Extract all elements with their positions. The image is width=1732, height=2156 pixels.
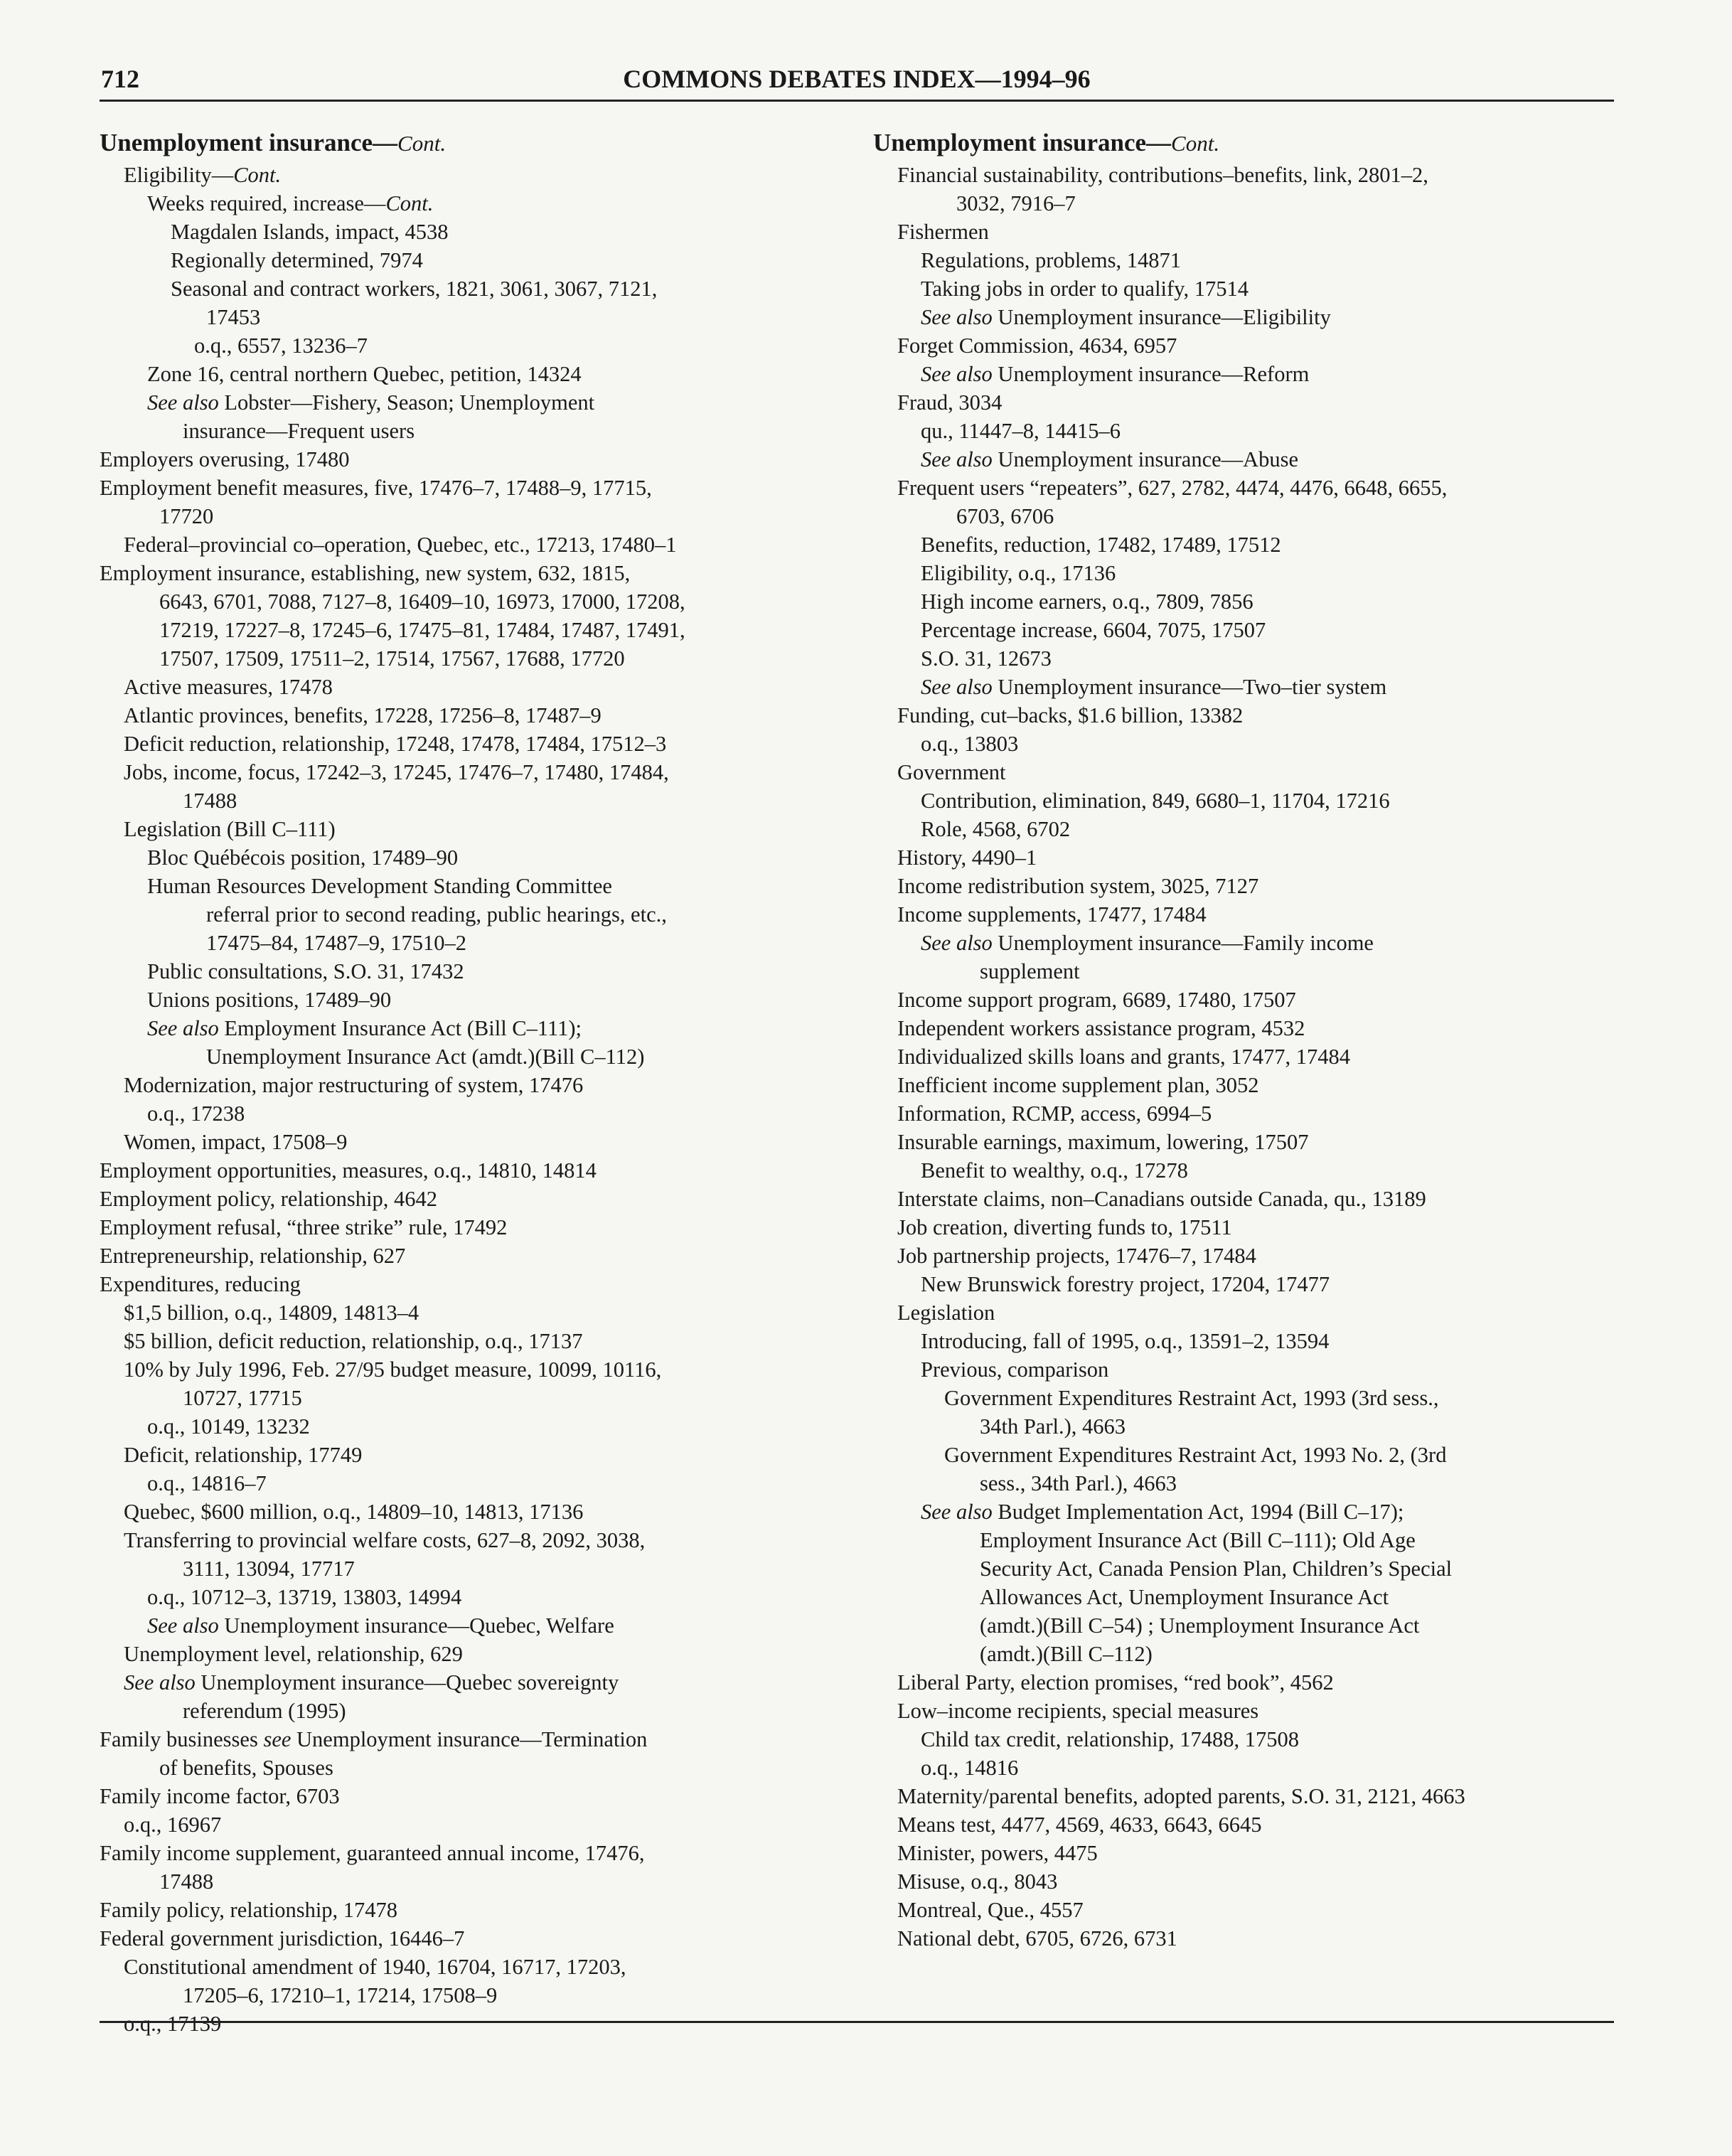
column-heading: Unemployment insurance—Cont. — [873, 129, 1220, 156]
index-entry: Taking jobs in order to qualify, 17514 — [921, 277, 1249, 301]
cross-reference: See also Employment Insurance Act (Bill C–111); — [147, 1016, 582, 1040]
index-entry: Unions positions, 17489–90 — [147, 988, 392, 1012]
index-entry: Interstate claims, non–Canadians outside Canada, qu., 13189 — [897, 1187, 1426, 1211]
index-entry: Financial sustainability, contributions–benefits, link, 2801–2, — [897, 163, 1428, 187]
index-entry-continued: referendum (1995) — [183, 1699, 346, 1723]
index-entry: Funding, cut–backs, $1.6 billion, 13382 — [897, 703, 1244, 727]
index-entry: o.q., 6557, 13236–7 — [194, 333, 368, 358]
index-entry: o.q., 14816 — [921, 1756, 1019, 1780]
index-entry: Expenditures, reducing — [100, 1272, 301, 1296]
index-entry: Maternity/parental benefits, adopted parents, S.O. 31, 2121, 4663 — [897, 1784, 1465, 1808]
index-entry: Employment policy, relationship, 4642 — [100, 1187, 437, 1211]
index-entry: Contribution, elimination, 849, 6680–1, 11704, 17216 — [921, 789, 1390, 813]
index-entry: o.q., 17238 — [147, 1101, 245, 1126]
index-entry-continued: 17488 — [183, 789, 237, 813]
index-entry: Quebec, $600 million, o.q., 14809–10, 14813, 17136 — [124, 1500, 584, 1524]
index-entry: Regionally determined, 7974 — [171, 248, 423, 272]
index-entry: Women, impact, 17508–9 — [124, 1130, 348, 1154]
index-entry: $1,5 billion, o.q., 14809, 14813–4 — [124, 1301, 419, 1325]
index-entry: $5 billion, deficit reduction, relationship, o.q., 17137 — [124, 1329, 583, 1353]
index-entry: o.q., 10712–3, 13719, 13803, 14994 — [147, 1585, 462, 1609]
index-entry-continued: 17475–84, 17487–9, 17510–2 — [206, 931, 466, 955]
running-title: COMMONS DEBATES INDEX—1994–96 — [623, 65, 1091, 93]
index-entry-continued: 6643, 6701, 7088, 7127–8, 16409–10, 16973, 17000, 17208, — [159, 589, 685, 614]
index-entry: Forget Commission, 4634, 6957 — [897, 333, 1177, 358]
index-entry: o.q., 13803 — [921, 732, 1019, 756]
page-number: 712 — [101, 65, 139, 93]
index-entry: Income support program, 6689, 17480, 17507 — [897, 988, 1296, 1012]
index-entry: Liberal Party, election promises, “red book”, 4562 — [897, 1670, 1334, 1695]
cross-reference: See also Unemployment insurance—Quebec sovereignty — [124, 1670, 619, 1695]
index-entry: Independent workers assistance program, 4532 — [897, 1016, 1305, 1040]
index-entry: Human Resources Development Standing Committee — [147, 874, 612, 898]
index-entry: History, 4490–1 — [897, 845, 1037, 870]
index-entry: Government Expenditures Restraint Act, 1993 No. 2, (3rd — [944, 1443, 1447, 1467]
index-entry-continued: 17507, 17509, 17511–2, 17514, 17567, 17688, 17720 — [159, 646, 625, 671]
index-entry-continued: 3032, 7916–7 — [956, 191, 1076, 215]
index-entry: Child tax credit, relationship, 17488, 17508 — [921, 1727, 1299, 1751]
index-entry: Employers overusing, 17480 — [100, 447, 350, 471]
index-entry: Family policy, relationship, 17478 — [100, 1898, 398, 1922]
index-entry: Inefficient income supplement plan, 3052 — [897, 1073, 1259, 1097]
index-entry: Benefit to wealthy, o.q., 17278 — [921, 1158, 1188, 1183]
index-entry: High income earners, o.q., 7809, 7856 — [921, 589, 1253, 614]
cross-reference: See also Budget Implementation Act, 1994 (Bill C–17); — [921, 1500, 1404, 1524]
index-entry-continued: 3111, 13094, 17717 — [183, 1557, 355, 1581]
index-entry-continued: Employment Insurance Act (Bill C–111); Old Age — [980, 1528, 1416, 1552]
index-entry-continued: Unemployment Insurance Act (amdt.)(Bill C–112) — [206, 1045, 645, 1069]
index-entry: Legislation (Bill C–111) — [124, 817, 336, 841]
index-entry: Job creation, diverting funds to, 17511 — [897, 1215, 1232, 1239]
index-entry: Family income supplement, guaranteed annual income, 17476, — [100, 1841, 645, 1865]
index-entry-continued: 34th Parl.), 4663 — [980, 1414, 1126, 1439]
index-entry: Income supplements, 17477, 17484 — [897, 902, 1207, 927]
index-entry: S.O. 31, 12673 — [921, 646, 1052, 671]
index-entry-continued: 17205–6, 17210–1, 17214, 17508–9 — [183, 1983, 498, 2007]
index-entry: Entrepreneurship, relationship, 627 — [100, 1244, 406, 1268]
index-entry: Means test, 4477, 4569, 4633, 6643, 6645 — [897, 1813, 1262, 1837]
index-entry: Fraud, 3034 — [897, 390, 1003, 415]
index-entry-continued: of benefits, Spouses — [159, 1756, 333, 1780]
index-entry: Benefits, reduction, 17482, 17489, 17512 — [921, 533, 1281, 557]
index-entry: Fishermen — [897, 220, 989, 244]
index-entry-continued: (amdt.)(Bill C–54) ; Unemployment Insurance Act — [980, 1613, 1420, 1638]
index-entry: Misuse, o.q., 8043 — [897, 1869, 1058, 1894]
index-entry: Seasonal and contract workers, 1821, 3061, 3067, 7121, — [171, 277, 658, 301]
index-entry: o.q., 14816–7 — [147, 1471, 267, 1495]
index-entry: Insurable earnings, maximum, lowering, 17507 — [897, 1130, 1309, 1154]
index-entry-continued: 17219, 17227–8, 17245–6, 17475–81, 17484, 17487, 17491, — [159, 618, 685, 642]
right-column — [873, 125, 1591, 1953]
cross-reference: See also Unemployment insurance—Quebec, Welfare — [147, 1613, 614, 1638]
index-entry: Previous, comparison — [921, 1357, 1109, 1382]
index-entry: Federal–provincial co–operation, Quebec, etc., 17213, 17480–1 — [124, 533, 677, 557]
cross-reference: See also Unemployment insurance—Two–tier system — [921, 675, 1387, 699]
index-entry: Unemployment level, relationship, 629 — [124, 1642, 463, 1666]
footer-rule — [100, 2021, 1614, 2023]
index-entry-continued: supplement — [980, 959, 1080, 983]
index-entry-continued: 17720 — [159, 504, 214, 528]
index-entry: Weeks required, increase—Cont. — [147, 191, 434, 215]
index-entry-continued: 17453 — [206, 305, 261, 329]
page-header — [100, 64, 1614, 102]
index-entry: Income redistribution system, 3025, 7127 — [897, 874, 1259, 898]
index-entry: Deficit, relationship, 17749 — [124, 1443, 363, 1467]
index-entry: National debt, 6705, 6726, 6731 — [897, 1926, 1177, 1950]
index-entry: Zone 16, central northern Quebec, petition, 14324 — [147, 362, 582, 386]
cross-reference: See also Lobster—Fishery, Season; Unemployment — [147, 390, 595, 415]
index-entry: Eligibility, o.q., 17136 — [921, 561, 1116, 585]
index-entry: Regulations, problems, 14871 — [921, 248, 1181, 272]
index-entry-continued: (amdt.)(Bill C–112) — [980, 1642, 1153, 1666]
index-entry: Modernization, major restructuring of system, 17476 — [124, 1073, 584, 1097]
index-entry: Family businesses see Unemployment insurance—Termination — [100, 1727, 648, 1751]
index-entry: Deficit reduction, relationship, 17248, 17478, 17484, 17512–3 — [124, 732, 667, 756]
index-entry: Low–income recipients, special measures — [897, 1699, 1259, 1723]
index-entry-continued: sess., 34th Parl.), 4663 — [980, 1471, 1177, 1495]
index-entry-continued: insurance—Frequent users — [183, 419, 415, 443]
index-entry: Bloc Québécois position, 17489–90 — [147, 845, 459, 870]
index-entry: Individualized skills loans and grants, 17477, 17484 — [897, 1045, 1351, 1069]
index-entry: Constitutional amendment of 1940, 16704, 16717, 17203, — [124, 1955, 626, 1979]
left-column — [100, 125, 853, 2038]
index-entry: Federal government jurisdiction, 16446–7 — [100, 1926, 465, 1950]
index-entry: Information, RCMP, access, 6994–5 — [897, 1101, 1212, 1126]
cross-reference: See also Unemployment insurance—Eligibility — [921, 305, 1331, 329]
index-entry-continued: 6703, 6706 — [956, 504, 1054, 528]
index-entry-continued: 17488 — [159, 1869, 214, 1894]
index-entry: Government Expenditures Restraint Act, 1993 (3rd sess., — [944, 1386, 1439, 1410]
index-entry-continued: Allowances Act, Unemployment Insurance Act — [980, 1585, 1389, 1609]
index-entry: Employment refusal, “three strike” rule, 17492 — [100, 1215, 508, 1239]
index-entry: o.q., 10149, 13232 — [147, 1414, 310, 1439]
index-entry: New Brunswick forestry project, 17204, 17477 — [921, 1272, 1330, 1296]
index-entry: Eligibility—Cont. — [124, 163, 282, 187]
index-entry: Employment insurance, establishing, new system, 632, 1815, — [100, 561, 631, 585]
index-entry: 10% by July 1996, Feb. 27/95 budget measure, 10099, 10116, — [124, 1357, 662, 1382]
index-entry: Percentage increase, 6604, 7075, 17507 — [921, 618, 1266, 642]
index-entry: Introducing, fall of 1995, o.q., 13591–2, 13594 — [921, 1329, 1330, 1353]
column-heading: Unemployment insurance—Cont. — [100, 129, 447, 156]
index-entry: o.q., 17139 — [124, 2012, 222, 2036]
index-entry-continued: Security Act, Canada Pension Plan, Children’s Special — [980, 1557, 1453, 1581]
index-entry: Job partnership projects, 17476–7, 17484 — [897, 1244, 1256, 1268]
index-entry: Employment opportunities, measures, o.q., 14810, 14814 — [100, 1158, 597, 1183]
index-entry: Magdalen Islands, impact, 4538 — [171, 220, 449, 244]
index-entry: Public consultations, S.O. 31, 17432 — [147, 959, 464, 983]
index-entry: o.q., 16967 — [124, 1813, 222, 1837]
index-entry: Montreal, Que., 4557 — [897, 1898, 1084, 1922]
cross-reference: See also Unemployment insurance—Family income — [921, 931, 1374, 955]
cross-reference: See also Unemployment insurance—Reform — [921, 362, 1310, 386]
index-entry: Role, 4568, 6702 — [921, 817, 1071, 841]
index-entry: Atlantic provinces, benefits, 17228, 17256–8, 17487–9 — [124, 703, 602, 727]
index-entry: Government — [897, 760, 1006, 784]
cross-reference: See also Unemployment insurance—Abuse — [921, 447, 1299, 471]
index-entry: Transferring to provincial welfare costs, 627–8, 2092, 3038, — [124, 1528, 646, 1552]
index-entry: qu., 11447–8, 14415–6 — [921, 419, 1121, 443]
index-entry: Legislation — [897, 1301, 995, 1325]
index-entry: Employment benefit measures, five, 17476–7, 17488–9, 17715, — [100, 476, 652, 500]
index-entry: Jobs, income, focus, 17242–3, 17245, 17476–7, 17480, 17484, — [124, 760, 669, 784]
index-entry-continued: 10727, 17715 — [183, 1386, 302, 1410]
index-entry: Frequent users “repeaters”, 627, 2782, 4474, 4476, 6648, 6655, — [897, 476, 1448, 500]
index-entry-continued: referral prior to second reading, public hearings, etc., — [206, 902, 667, 927]
index-entry: Minister, powers, 4475 — [897, 1841, 1098, 1865]
index-entry: Family income factor, 6703 — [100, 1784, 340, 1808]
index-entry: Active measures, 17478 — [124, 675, 333, 699]
